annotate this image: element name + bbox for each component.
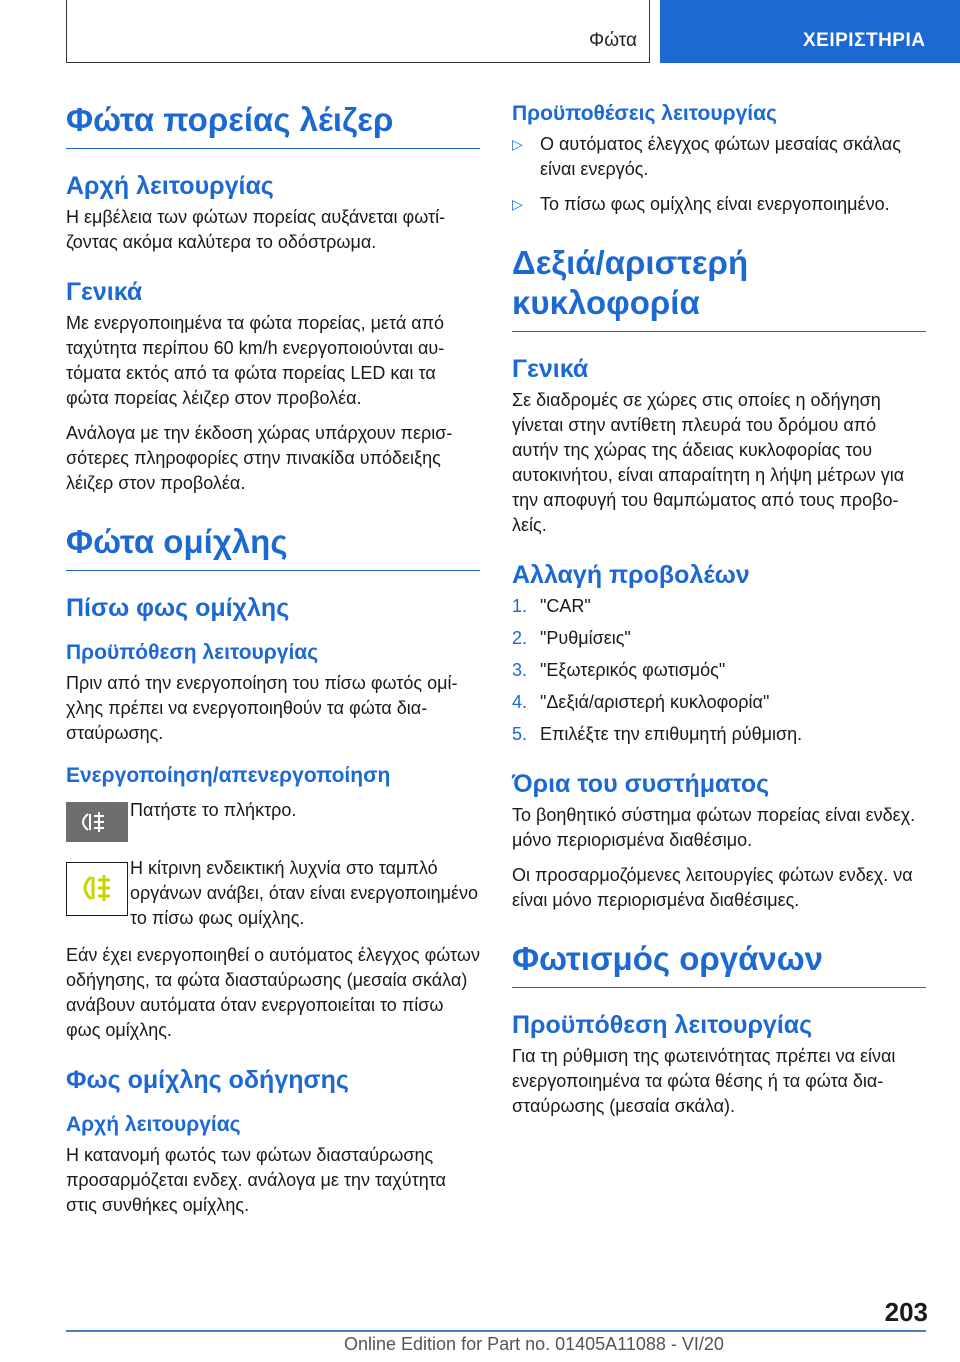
heading-fog-lights: Φώτα ομίχλης	[66, 522, 480, 571]
paragraph-press-button: Πατήστε το πλήκτρο.	[130, 800, 297, 820]
heading-laser-lights: Φώτα πορείας λέιζερ	[66, 100, 480, 149]
heading-on-off: Ενεργοποίηση/απενεργοποίηση	[66, 764, 391, 787]
heading-rear-fog-light: Πίσω φως ομίχλης	[66, 594, 290, 622]
indicator-row	[66, 856, 480, 931]
paragraph-principle-2: Η κατανομή φωτός των φώτων διασταύρωσης προσαρμόζεται ενδεχ. ανάλογα με την ταχύτητα στις συνθήκες ομίχλης.	[66, 1145, 446, 1215]
preconditions-list	[512, 132, 926, 217]
heading-general: Γενικά	[66, 278, 143, 306]
left-column	[66, 100, 480, 1228]
header-frame	[66, 0, 650, 63]
header-chapter-label: ΧΕΙΡΙΣΤΗΡΙΑ	[803, 30, 926, 51]
steps-list	[512, 594, 926, 747]
bullet-triangle-icon: ▷	[512, 136, 523, 152]
list-item: 2. "Ρυθμίσεις"	[512, 628, 631, 648]
paragraph-limits-1: Το βοηθητικό σύστημα φώτων πορείας είναι ενδεχ. μόνο περιορισμένα διαθέσιμο.	[512, 805, 916, 850]
paragraph-general-2: Ανάλογα με την έκδοση χώρας υπάρχουν περισσότερες πληροφορίες στην πινακίδα υπόδειξης λέιζερ στον προβολέα.	[66, 423, 453, 493]
paragraph-precondition: Πριν από την ενεργοποίηση του πίσω φωτός ομίχλης πρέπει να ενεργοποιηθούν τα φώτα διασταύρωσης.	[66, 673, 458, 743]
footer-edition: Online Edition for Part no. 01405A11088 - VI/20	[344, 1334, 724, 1354]
heading-principle-2: Αρχή λειτουργίας	[66, 1113, 241, 1136]
heading-precondition-right: Προϋπόθεση λειτουργίας	[512, 1011, 813, 1039]
heading-system-limits: Όρια του συστήματος	[512, 770, 770, 798]
header-section-title: Φώτα	[589, 30, 637, 51]
bullet-triangle-icon: ▷	[512, 196, 523, 212]
rear-fog-light-indicator-icon	[66, 862, 128, 916]
paragraph-auto-control: Εάν έχει ενεργοποιηθεί ο αυτόματος έλεγχος φώτων οδήγησης, τα φώτα διασταύρωσης (μεσαία σκάλα) ανάβουν αυτόματα όταν ενεργοποιείται το πίσω φως ομίχλης.	[66, 945, 480, 1040]
rear-fog-light-button-icon	[66, 802, 128, 842]
paragraph-general-right: Σε διαδρομές σε χώρες στις οποίες η οδήγηση γίνεται στην αντίθετη πλευρά του δρόμου από αυτήν της χώρας της άδειας κυκλοφορίας του αυτοκινήτου, είναι απαραίτητη η λήψη μέτρων για την αποφυγή του θαμπώματος από τους προβολείς.	[512, 390, 905, 535]
press-button-row	[66, 798, 480, 844]
paragraph-indicator: Η κίτρινη ενδεικτική λυχνία στο ταμπλό οργάνων ανάβει, όταν είναι ενεργοποιημένο το πίσω φως ομίχλης.	[130, 858, 478, 928]
right-column	[512, 100, 926, 1129]
heading-general-right: Γενικά	[512, 355, 589, 383]
list-item: 3. "Εξωτερικός φωτισμός"	[512, 660, 726, 680]
heading-instrument-lighting: Φωτισμός οργάνων	[512, 939, 926, 988]
paragraph-limits-2: Οι προσαρμοζόμενες λειτουργίες φώτων ενδεχ. να είναι μόνο περιορισμένα διαθέσιμες.	[512, 865, 913, 910]
paragraph-principle: Η εμβέλεια των φώτων πορείας αυξάνεται φωτίζοντας ακόμα καλύτερα το οδόστρωμα.	[66, 207, 446, 252]
list-item: 4. "Δεξιά/αριστερή κυκλοφορία"	[512, 692, 770, 712]
paragraph-precondition-right: Για τη ρύθμιση της φωτεινότητας πρέπει να είναι ενεργοποιημένα τα φώτα θέσης ή τα φώτα διασταύρωσης (μεσαία σκάλα).	[512, 1046, 896, 1116]
page-number: 203	[884, 1297, 928, 1327]
header-chapter-tab	[660, 0, 960, 63]
heading-traffic-side: Δεξιά/αριστερή κυκλοφορία	[512, 243, 926, 332]
heading-principle: Αρχή λειτουργίας	[66, 172, 274, 200]
list-item: 1. "CAR"	[512, 596, 591, 616]
list-item: ▷ Το πίσω φως ομίχλης είναι ενεργοποιημένο.	[512, 192, 926, 217]
list-item: ▷ Ο αυτόματος έλεγχος φώτων μεσαίας σκάλας είναι ενεργός.	[512, 134, 901, 179]
heading-switch-headlights: Αλλαγή προβολέων	[512, 561, 750, 589]
heading-preconditions: Προϋποθέσεις λειτουργίας	[512, 102, 777, 125]
heading-precondition: Προϋπόθεση λειτουργίας	[66, 641, 319, 664]
list-item: 5. Επιλέξτε την επιθυμητή ρύθμιση.	[512, 724, 803, 744]
footer-divider	[66, 1330, 926, 1332]
paragraph-general-1: Με ενεργοποιημένα τα φώτα πορείας, μετά από ταχύτητα περίπου 60 km/h ενεργοποιούνται αυτόματα εκτός από τα φώτα πορείας LED και τα φώτα πορείας λέιζερ στον προβολέα.	[66, 313, 445, 408]
heading-driving-fog-light: Φως ομίχλης οδήγησης	[66, 1066, 349, 1094]
